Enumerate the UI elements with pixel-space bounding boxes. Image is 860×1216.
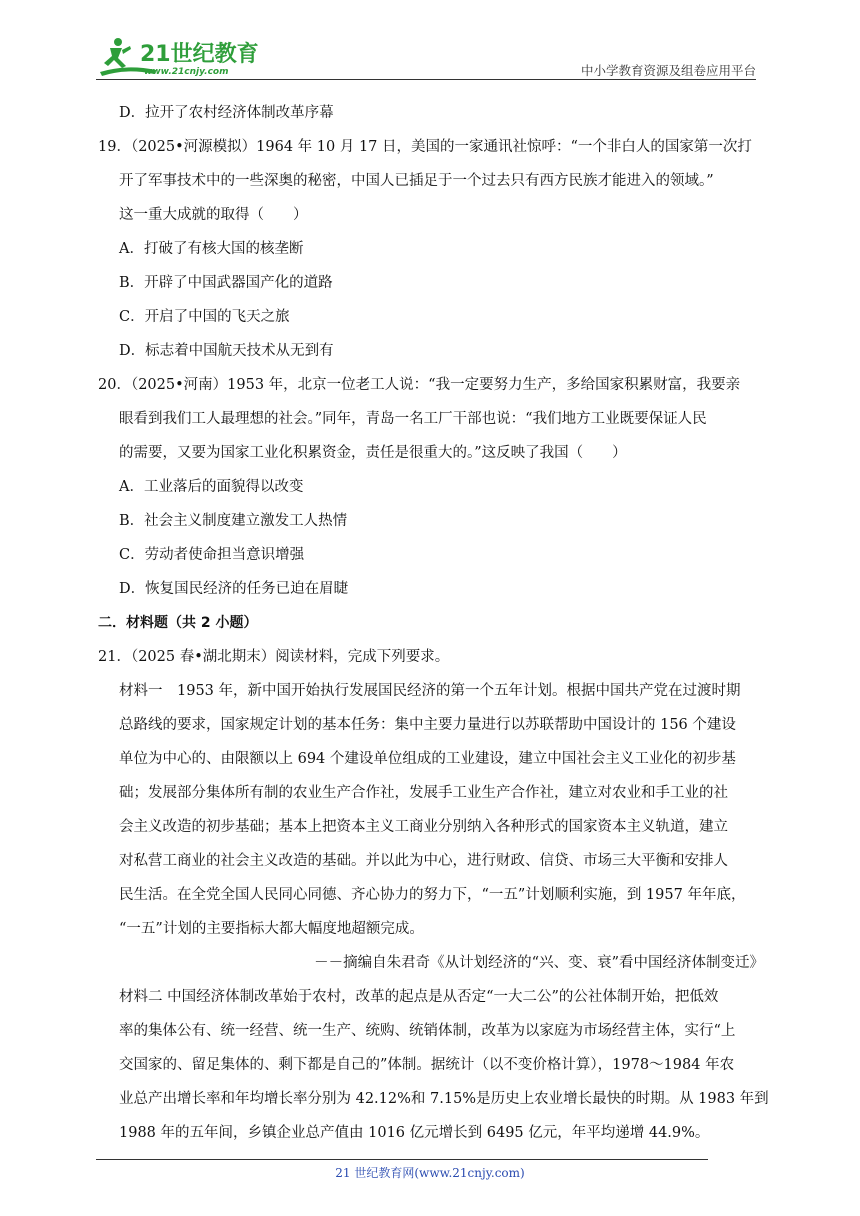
- header-divider: [96, 79, 756, 80]
- text-line: 民生活。在全党全国人民同心同德、齐心协力的努力下，“一五”计划顺利实施，到 1957 年年底，: [119, 887, 746, 903]
- text-line: 这一重大成就的取得（ ）: [119, 207, 308, 223]
- text-line: 总路线的要求，国家规定计划的基本任务：集中主要力量进行以苏联帮助中国设计的 156 个建设: [119, 717, 736, 733]
- text-line: 1988 年的五年间，乡镇企业总产值由 1016 亿元增长到 6495 亿元，年平均递增 44.9%。: [119, 1125, 710, 1141]
- text-line: 交国家的、留足集体的、剩下都是自己的”体制。据统计（以不变价格计算），1978～1984 年农: [119, 1057, 735, 1073]
- question-line: 20．（2025•河南）1953 年，北京一位老工人说：“我一定要努力生产，多给国家积累财富，我要亲: [98, 377, 741, 393]
- text-line: 率的集体公有、统一经营、统一生产、统购、统销体制，改革为以家庭为市场经营主体，实行“上: [119, 1023, 736, 1039]
- text-line: D．标志着中国航天技术从无到有: [119, 343, 334, 359]
- logo-text: 21世纪教育: [140, 42, 259, 67]
- footer-divider: [96, 1159, 708, 1160]
- runner-logo-icon: [96, 36, 266, 80]
- text-line: 开了军事技术中的一些深奥的秘密，中国人已插足于一个过去只有西方民族才能进入的领域。”: [119, 173, 714, 189]
- text-line: 会主义改造的初步基础；基本上把资本主义工商业分别纳入各种形式的国家资本主义轨道，建立: [119, 819, 728, 835]
- footer-source[interactable]: 21 世纪教育网(www.21cnjy.com): [335, 1166, 525, 1180]
- text-line: 业总产出增长率和年均增长率分别为 42.12%和 7.15%是历史上农业增长最快的时期。从 1983 年到: [119, 1091, 769, 1107]
- text-line: D．恢复国民经济的任务已迫在眉睫: [119, 581, 349, 597]
- section-heading: 二．材料题（共 2 小题）: [98, 615, 258, 631]
- text-line: B．社会主义制度建立激发工人热情: [119, 513, 348, 529]
- text-line: 材料二 中国经济体制改革始于农村，改革的起点是从否定“一大二公”的公社体制开始，把低效: [119, 989, 719, 1005]
- text-line: 的需要，又要为国家工业化积累资金，责任是很重大的。”这反映了我国（ ）: [119, 445, 627, 461]
- site-logo[interactable]: [96, 36, 266, 80]
- question-line: 21．（2025 春•湖北期末）阅读材料，完成下列要求。: [98, 649, 450, 665]
- question-line: 19．（2025•河源模拟）1964 年 10 月 17 日，美国的一家通讯社惊呼：“一个非白人的国家第一次打: [98, 139, 752, 155]
- page-header: [0, 0, 860, 90]
- text-line: 眼看到我们工人最理想的社会。”同年，青岛一名工厂干部也说：“我们地方工业既要保证人民: [119, 411, 707, 427]
- text-line: 对私营工商业的社会主义改造的基础。并以此为中心，进行财政、信贷、市场三大平衡和安排人: [119, 853, 728, 869]
- text-line: C．劳动者使命担当意识增强: [119, 547, 305, 563]
- text-line: 单位为中心的、由限额以上 694 个建设单位组成的工业建设，建立中国社会主义工业化的初步基: [119, 751, 736, 767]
- text-line: “一五”计划的主要指标大都大幅度地超额完成。: [119, 921, 424, 937]
- text-line: C．开启了中国的飞天之旅: [119, 309, 290, 325]
- text-line: A．打破了有核大国的核垄断: [119, 241, 304, 257]
- source-citation: －－摘编自朱君奇《从计划经济的“兴、变、衰”看中国经济体制变迁》: [314, 955, 764, 971]
- text-line: 材料一 1953 年，新中国开始执行发展国民经济的第一个五年计划。根据中国共产党在过渡时期: [119, 683, 741, 699]
- text-line: A．工业落后的面貌得以改变: [119, 479, 304, 495]
- logo-url: www.21cnjy.com: [144, 67, 229, 77]
- platform-title: 中小学教育资源及组卷应用平台: [580, 63, 756, 78]
- text-line: D．拉开了农村经济体制改革序幕: [119, 105, 334, 121]
- text-line: B．开辟了中国武器国产化的道路: [119, 275, 333, 291]
- text-line: 础；发展部分集体所有制的农业生产合作社，发展手工业生产合作社，建立对农业和手工业的社: [119, 785, 728, 801]
- document-body: [98, 96, 770, 1150]
